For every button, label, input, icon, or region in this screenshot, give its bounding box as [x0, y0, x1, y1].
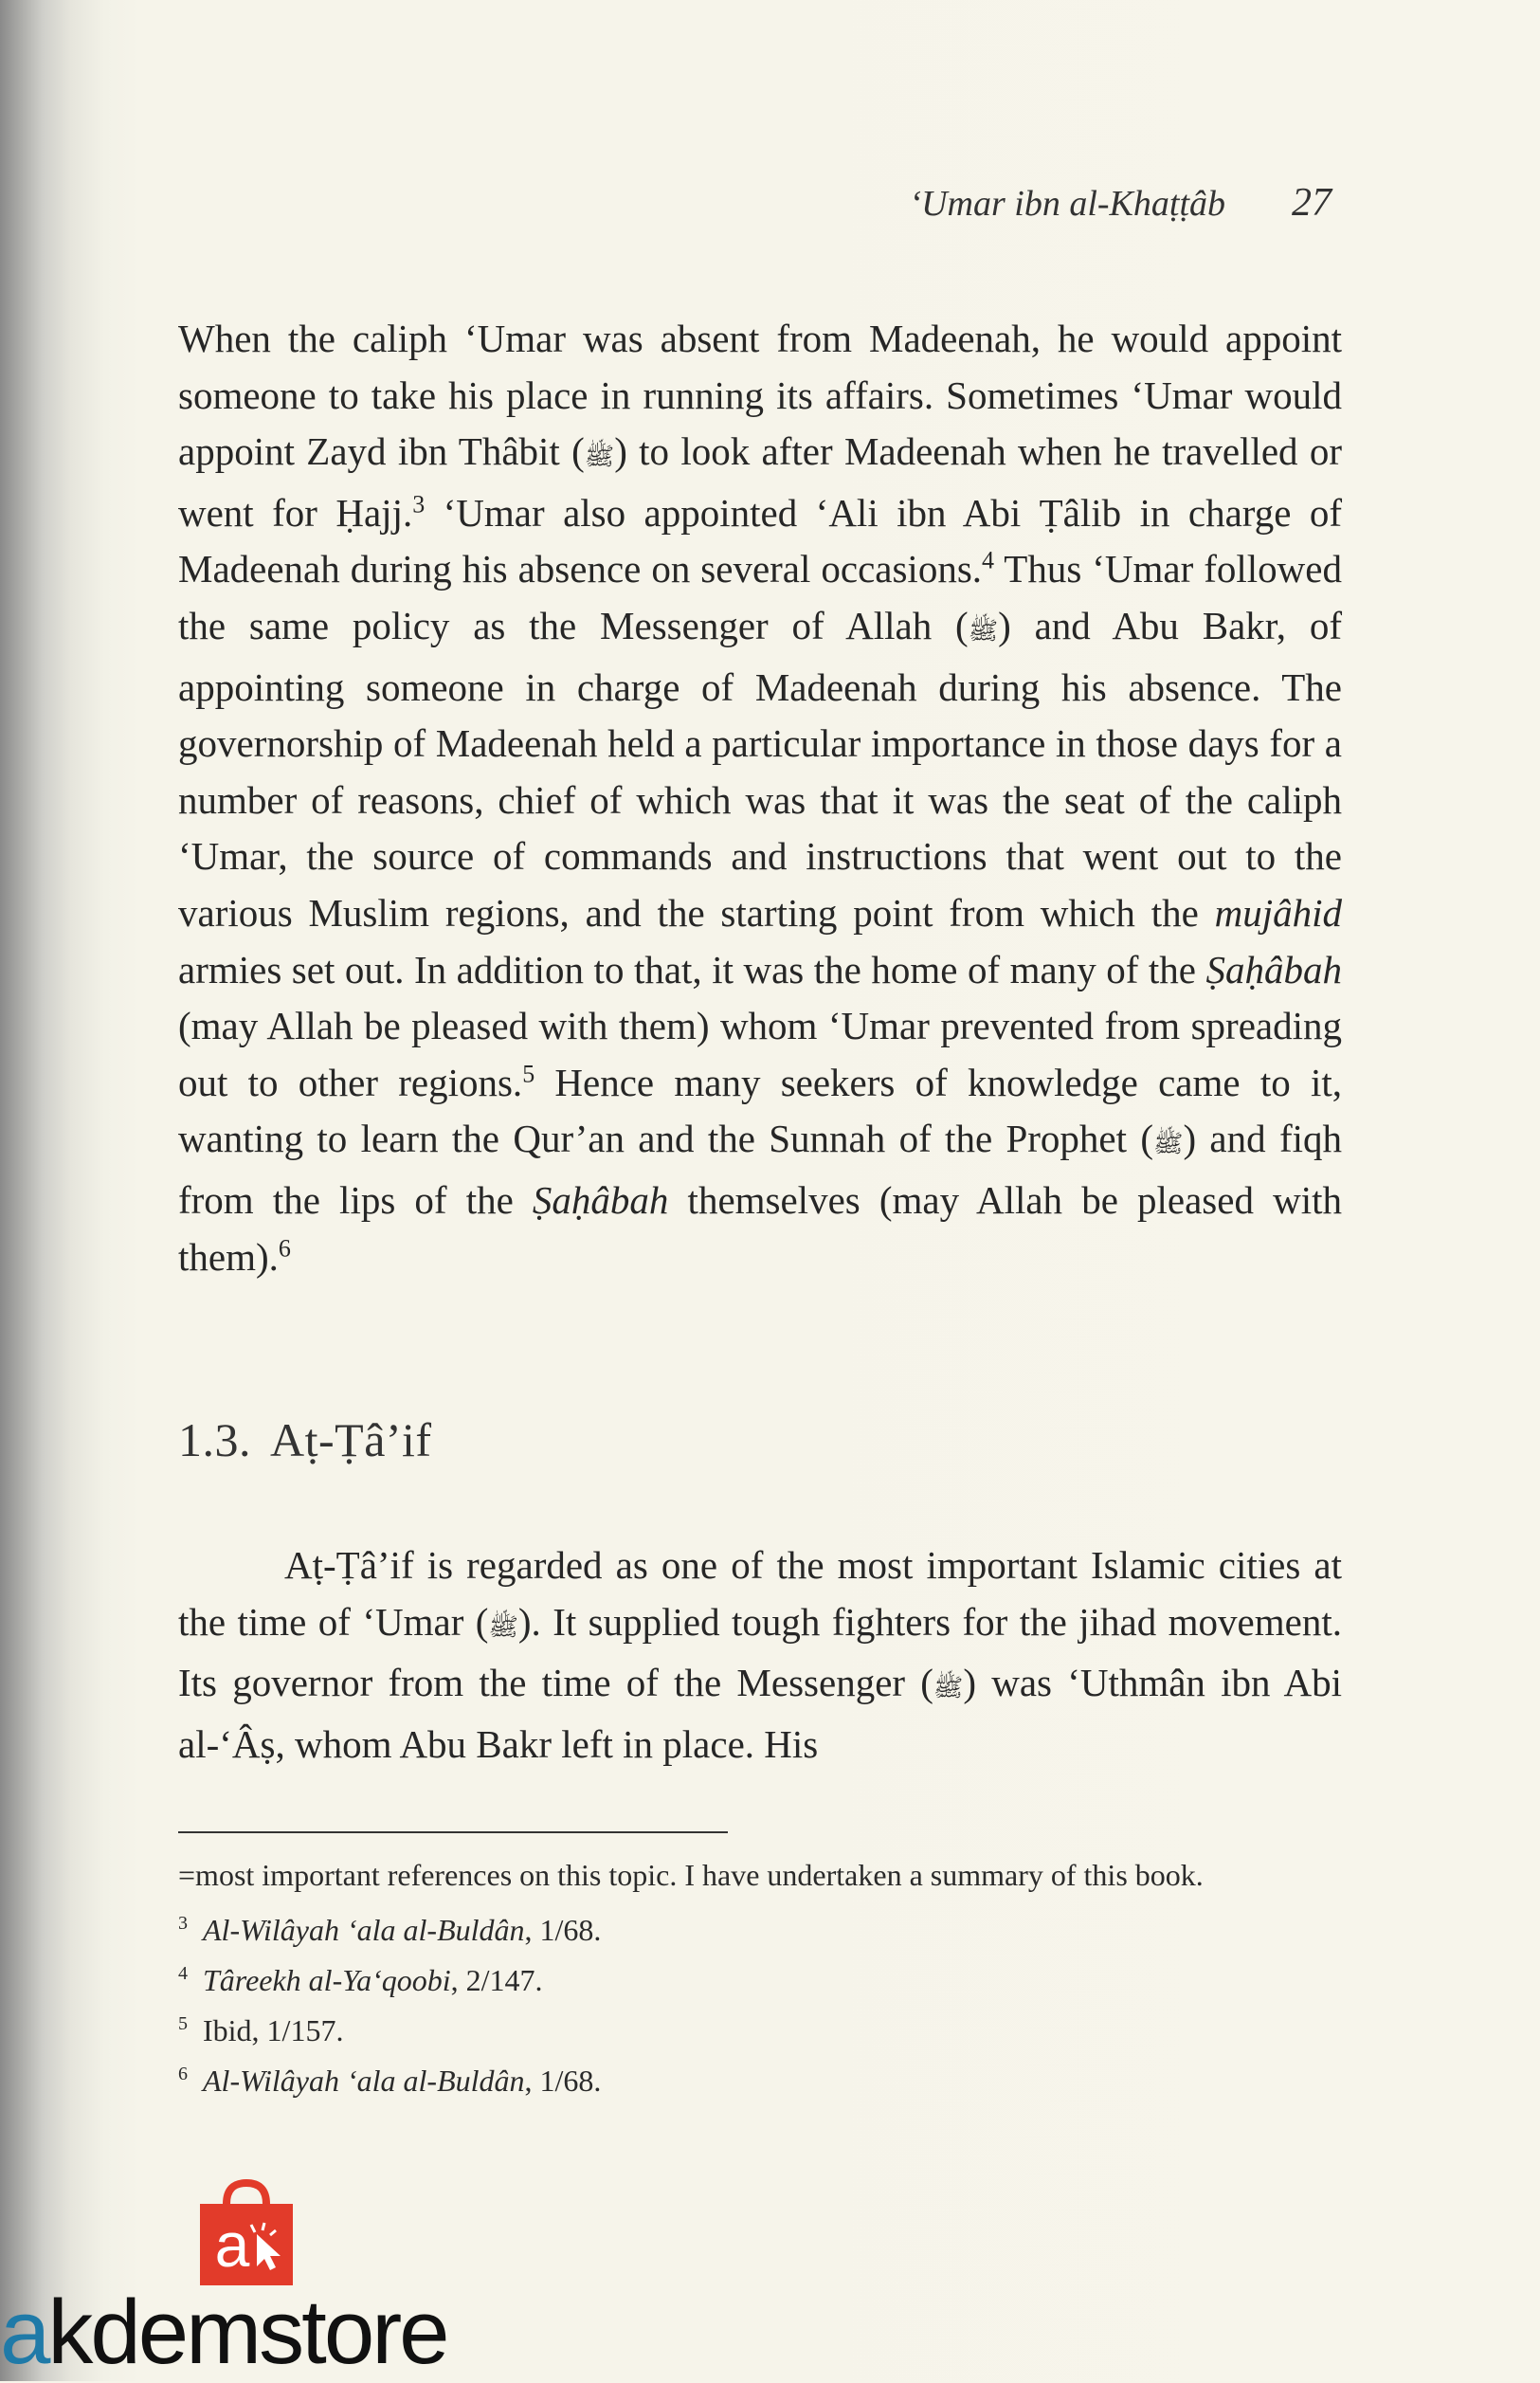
text-run: ) and Abu Bakr, of appointing someone in charge of Madeenah during his absence. The governorship of Madeenah held a particular importance in those days for a number of reasons, chief of which was that it was the seat of the caliph ‘Umar, the source of commands and instructions that went out to the various Muslim regions, and the starting point from which the	[178, 603, 1342, 935]
text-run: themselves (may Allah be pleased with them).	[178, 1177, 1342, 1279]
running-head	[909, 180, 1332, 226]
section-heading	[178, 1412, 432, 1467]
honorific-glyph: ﷺ	[933, 1674, 964, 1702]
italic-term: mujâhid	[1214, 890, 1342, 935]
paragraph-taif	[178, 1537, 1342, 1773]
footnote-continuation: =most important references on this topic. I have undertaken a summary of this book.	[178, 1858, 1204, 1892]
text-run: Aṭ-Ṭâ’if is regarded as one of the most important Islamic cities at the time of ‘Umar (	[178, 1543, 1342, 1644]
text-run: ). It supplied tough fighters for the jihad movement. Its governor from the time of the Messenger (	[178, 1599, 1342, 1705]
footnote-item	[178, 2008, 1340, 2058]
footnote-source-title: Al-Wilâyah ‘ala al-Buldân	[203, 1913, 525, 1947]
paragraph-madeenah	[178, 311, 1342, 1285]
brand-rest: kdemstore	[47, 2282, 447, 2383]
footnote-mark: 6	[178, 2064, 188, 2084]
text-run: ) and fiqh from the lips of the	[178, 1117, 1342, 1222]
section-number: 1.3.	[178, 1413, 251, 1466]
honorific-glyph: ﷺ	[488, 1612, 518, 1641]
footnote-source-ref: Ibid, 1/157.	[203, 2013, 344, 2047]
text-run: ‘Umar also appointed ‘Ali ibn Abi Ṭâlib in charge of Madeenah during his absence on several occasions.	[178, 490, 1343, 591]
footnote-source-title: Târeekh al-Ya‘qoobi	[203, 1963, 451, 1997]
honorific-glyph: ﷺ	[584, 443, 615, 471]
footnote-mark: 3	[178, 1913, 188, 1934]
brand-a: a	[0, 2282, 48, 2383]
bag-letter: a	[214, 2210, 250, 2280]
text-run: ) to look after Madeenah when he travelled or went for Ḥajj.	[178, 429, 1342, 535]
shopping-bag-icon	[194, 2175, 299, 2289]
footnote-mark: 5	[178, 2013, 188, 2034]
page-number: 27	[1292, 181, 1332, 225]
text-run: When the caliph ‘Umar was absent from Madeenah, he would appoint someone to take his place in running its affairs. Sometimes ‘Umar would appoint Zayd ibn Thâbit (	[178, 317, 1342, 474]
footnote-ref-4[interactable]: 4	[982, 546, 995, 574]
honorific-glyph: ﷺ	[968, 616, 999, 645]
text-run: armies set out. In addition to that, it was the home of many of the	[178, 947, 1206, 991]
footnotes	[178, 1853, 1340, 2108]
footnote-mark: 4	[178, 1963, 188, 1984]
text-run: (may Allah be pleased with them) whom ‘Umar prevented from spreading out to other regions.	[178, 1004, 1342, 1104]
text-run: ) was ‘Uthmân ibn Abi al-‘Âṣ, whom Abu Bakr left in place. His	[178, 1661, 1343, 1766]
italic-term: Ṣaḥâbah	[532, 1177, 669, 1222]
text-run: Thus ‘Umar followed the same policy as the Messenger of Allah (	[178, 547, 1342, 647]
footnote-ref-6[interactable]: 6	[278, 1233, 291, 1262]
footnote-source-ref: , 2/147.	[450, 1963, 543, 1997]
footnote-item	[178, 1907, 1340, 1957]
section-title: Aṭ-Ṭâ’if	[270, 1413, 432, 1466]
honorific-glyph: ﷺ	[1153, 1130, 1184, 1158]
brand-wordmark	[0, 2282, 447, 2383]
akdemstore-watermark	[0, 2175, 531, 2381]
text-run: Hence many seekers of knowledge came to it, wanting to learn the Qur’an and the Sunnah of the Prophet (	[178, 1060, 1342, 1161]
footnote-divider	[178, 1831, 728, 1833]
footnote-source-ref: , 1/68.	[524, 2064, 602, 2098]
footnote-ref-5[interactable]: 5	[522, 1060, 535, 1088]
footnote-source-title: Al-Wilâyah ‘ala al-Buldân	[203, 2064, 525, 2098]
footnote-item	[178, 1957, 1340, 2008]
footnote-source-ref: , 1/68.	[524, 1913, 602, 1947]
italic-term: Ṣaḥâbah	[1205, 947, 1342, 991]
footnote-item	[178, 2058, 1340, 2108]
footnote-ref-3[interactable]: 3	[412, 490, 426, 518]
running-head-title: ‘Umar ibn al-Khaṭṭâb	[909, 184, 1225, 224]
